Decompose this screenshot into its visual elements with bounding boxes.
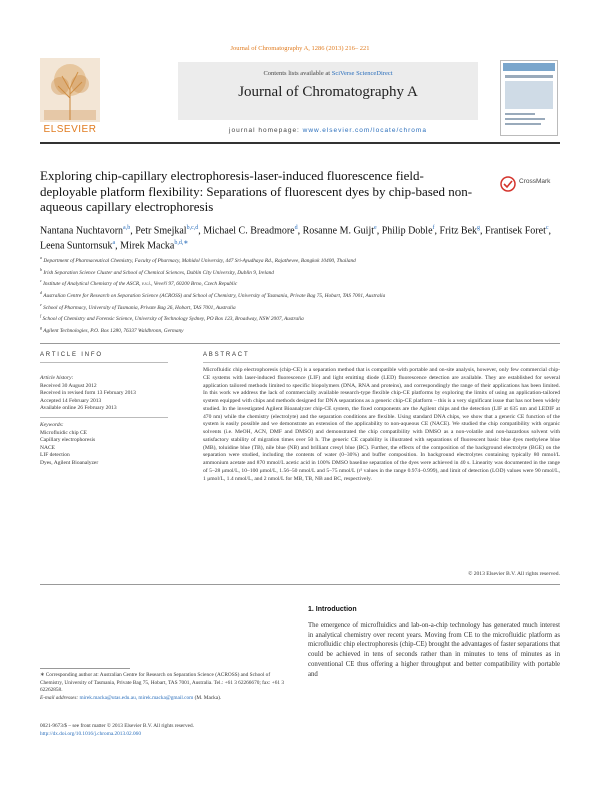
affiliation-mark: g — [40, 325, 42, 331]
affiliation-item — [40, 266, 560, 278]
article-info-heading: ARTICLE INFO — [40, 352, 103, 358]
contents-line — [178, 70, 478, 77]
author-affiliation-mark[interactable]: c — [545, 225, 549, 231]
copyright-notice: © 2013 Elsevier B.V. All rights reserved. — [468, 571, 560, 577]
affiliation-mark: e — [40, 301, 42, 307]
author-affiliation-mark[interactable]: a — [112, 240, 116, 247]
affiliation-item — [40, 254, 560, 266]
affiliation-text: School of Pharmacy, University of Tasmania, Private Bag 26, Hobart, TAS 7001, Australia — [41, 304, 236, 311]
keywords-label: Keywords: — [40, 422, 64, 428]
author-affiliation-mark[interactable]: a,b — [123, 225, 131, 231]
issn-line: 0021-9673/$ – see front matter © 2013 Elsevier B.V. All rights reserved. — [40, 723, 194, 729]
affiliation-item — [40, 301, 560, 313]
author-name[interactable]: Leena Suntornsuk — [40, 240, 113, 252]
homepage-link[interactable]: www.elsevier.com/locate/chroma — [302, 127, 427, 134]
history-item: Received in revised form 13 February 2013 — [40, 390, 136, 397]
keyword: Dyes, Agilent Bioanalyzer — [40, 459, 99, 466]
author-name[interactable]: Philip Doble — [381, 225, 433, 237]
affiliation-text: School of Chemistry and Forensic Science, University of Technology Sydney, PO Box 123, Broadway, NSW 2007, Australia — [41, 316, 304, 323]
keywords — [40, 422, 180, 468]
journal-homepage — [178, 127, 478, 134]
affiliation-mark: a — [40, 255, 42, 260]
abstract-rule — [203, 362, 560, 363]
abstract-end-rule — [40, 584, 560, 585]
contents-prefix: Contents lists available at — [263, 70, 332, 77]
author-affiliation-mark[interactable]: g — [477, 225, 481, 231]
doi-link[interactable]: http://dx.doi.org/10.1016/j.chroma.2013.02.060 — [40, 730, 141, 737]
author-affiliation-mark[interactable]: d — [294, 225, 298, 231]
author-affiliation-mark[interactable]: b,c,d — [186, 225, 199, 231]
affiliation-text: Irish Separation Science Cluster and School of Chemical Sciences, Dublin City University, Dublin 9, Ireland — [42, 269, 274, 276]
author-name[interactable]: Fritz Bek — [439, 225, 478, 237]
journal-cover-image — [500, 60, 558, 136]
abstract-text: Microfluidic chip electrophoresis (chip-CE) is a separation method that is compatible with portable and on-site analysis, however, only few commercial chip-CE systems with laser-induced fluorescence (LIF) and light emitting diode (LED) fluorescence detection are available. They are established for several application tailored methods limited to specific biopolymers (DNA, RNA and proteins), and correspondingly the range of their applications has been limited. In this work we address the lack of commercially available research-type flexible chip-CE platforms by exploring the limits of using an application-tailored system equipped with chips and methods designed for DNA separations as a generic chip-CE platform – this is a very significant issue that has not been widely studied. In the investigated Agilent Bioanalyzer chip-CE system, the fixed components are the Agilent chips and the detection (LIF at 635 nm and LEDIF at 470 nm) while the chemistry (electrolyte) and the separation conditions are flexible. Using standard DNA chips, we show that a generic CE function of the system is easily possible and we demonstrate an extension of the applicability to non-aqueous CE (NACE). We studied the chip compatibility with organic solvents (i.e. MeOH, ACN, DMF and DMSO) and demonstrated the chip compatibility with DMSO as a non-volatile and non-hazardous solvent with satisfactory stability of migration times over 50 h. The generic CE capability is illustrated with separations of fluorescent basic blue dyes methylene blue (MB), toluidine blue (TB), nile blue (NB) and brilliant cresyl blue (BC). Further, the effects of the composition of the background electrolyte (BGE) on the separation were studied, including the contents of water (0–30%) and buffer composition. In background electrolytes containing typically 80 mmol/L ammonium acetate and 870 mmol/L acetic acid in 100% DMSO baseline separation of the dyes were achieved in 40 s. Linearity was documented in the range of 5–28 μmol/L, 10–100 μmol/L, 1.56–50 nmol/L and 5–75 nmol/L (r² values in the range 0.974–0.999), and limit of detection (LOD) values were 90 nmol/L, 1 μmol/L, 1.4 nmol/L, and 2 nmol/L for MB, TB, NB and BC, respectively. — [203, 367, 560, 482]
email-suffix: (M. Macka). — [194, 694, 222, 701]
history-item: Accepted 14 February 2013 — [40, 397, 102, 404]
affiliation-text: Agilent Technologies, P.O. Box 1280, 76337 Waldbronn, Germany — [42, 327, 184, 334]
email-label: E-mail addresses: — [40, 694, 80, 701]
sciencedirect-link[interactable]: SciVerse ScienceDirect — [331, 70, 393, 77]
publisher-name: ELSEVIER — [43, 124, 97, 135]
journal-citation[interactable]: Journal of Chromatography A, 1286 (2013) 216– 221 — [230, 45, 370, 52]
keywords-rule — [40, 417, 168, 418]
keyword: Microfluidic chip CE — [40, 429, 88, 436]
crossmark-label[interactable]: CrossMark — [519, 178, 551, 185]
affiliation-mark: b — [40, 266, 42, 272]
author-name[interactable]: Nantana Nuchtavorn — [40, 225, 124, 237]
journal-title: Journal of Chromatography A — [238, 84, 418, 100]
keyword: NACE — [40, 444, 55, 451]
history-label: Article history: — [40, 375, 74, 381]
affiliation-text: Australian Centre for Research on Separation Science (ACROSS) and School of Chemistry, University of Tasmania, Private Bag 75, Hobart, TAS 7001, Australia — [42, 292, 386, 299]
affiliation-mark: c — [40, 278, 42, 284]
author-affiliation-mark[interactable]: e — [374, 225, 377, 231]
affiliation-text: Institute of Analytical Chemistry of the ASCR, v.v.i., Veveří 97, 60200 Brno, Czech Republic — [41, 281, 238, 288]
header-rule — [40, 142, 560, 144]
footnote-rule — [40, 668, 130, 669]
front-matter-rule — [40, 343, 560, 344]
corresponding-author-footnote — [40, 672, 290, 702]
affiliation-item — [40, 312, 560, 324]
introduction-heading: 1. Introduction — [308, 606, 357, 613]
affiliation-item — [40, 277, 560, 289]
keyword: LIF detection — [40, 452, 70, 459]
email-links[interactable]: mirek.macka@utas.edu.au, mirek.macka@gmail.com — [79, 694, 194, 701]
introduction-text: The emergence of microfluidics and lab-on-a-chip technology has generated much interest in analytical chemistry over recent years. Moving from CE to the microfluidic platform as microfluidic chip electrophoresis (chip-CE) brought the advantages of faster separations that could be achieved in tens of seconds rather than in minutes to tens of minutes as in conventional CE thus offering a higher throughput and better compatibility with portable and — [308, 622, 560, 678]
author-name[interactable]: Frantisek Foret — [485, 225, 546, 237]
author-list: Nantana Nuchtavorn$^{a,b}$, Petr Smejkal$^{b,c,d}$, Michael C. Breadmore$^d$, Rosanne M. Guijt$^e$, Philip Doble$^f$, Fritz Bek$^g$, Frantisek Foret$^c$, Leena Suntornsuk$^a$, Mirek Macka$^{b,d,∗}$ — [40, 225, 552, 252]
affiliation-item — [40, 324, 560, 336]
keyword: Capillary electrophoresis — [40, 437, 96, 444]
article-title: Exploring chip-capillary electrophoresis-laser-induced fluorescence field-deployable platform flexibility: Separations of fluorescent dyes by chip-based non-aqueous capillary electrophoresis — [40, 168, 473, 214]
affiliation-text: Department of Pharmaceutical Chemistry, Faculty of Pharmacy, Mahidol University, 447 Sri-Ayudhaya Rd., Rajathevee, Bangkok 10400, Thailand — [42, 257, 356, 264]
homepage-prefix: journal homepage: — [229, 127, 303, 134]
affiliation-mark: f — [40, 313, 42, 319]
abstract-heading: ABSTRACT — [203, 352, 250, 358]
affiliation-list — [40, 254, 560, 336]
author-affiliation-mark[interactable]: b,d,∗ — [174, 240, 189, 247]
author-name[interactable]: Michael C. Breadmore — [203, 225, 295, 237]
history-item: Available online 26 February 2013 — [40, 405, 117, 412]
author-name[interactable]: Rosanne M. Guijt — [302, 225, 375, 237]
affiliation-item — [40, 289, 560, 301]
author-name[interactable]: Petr Smejkal — [135, 225, 187, 237]
author-affiliation-mark[interactable]: f — [432, 225, 435, 231]
article-info-rule — [40, 362, 168, 363]
author-name[interactable]: Mirek Macka — [120, 240, 175, 252]
article-history — [40, 375, 180, 413]
footnote-text: ∗ Corresponding author at: Australian Centre for Research on Separation Science (ACROSS) and School of Chemistry, University of Tasmania, Private Bag 75, Hobart, TAS 7001, Australia. Tel.: +61 3 62266670; fax: +61 3 62262858. — [40, 672, 284, 694]
doi-block — [40, 723, 290, 738]
affiliation-mark: d — [40, 290, 42, 296]
history-item: Received 30 August 2012 — [40, 382, 97, 389]
